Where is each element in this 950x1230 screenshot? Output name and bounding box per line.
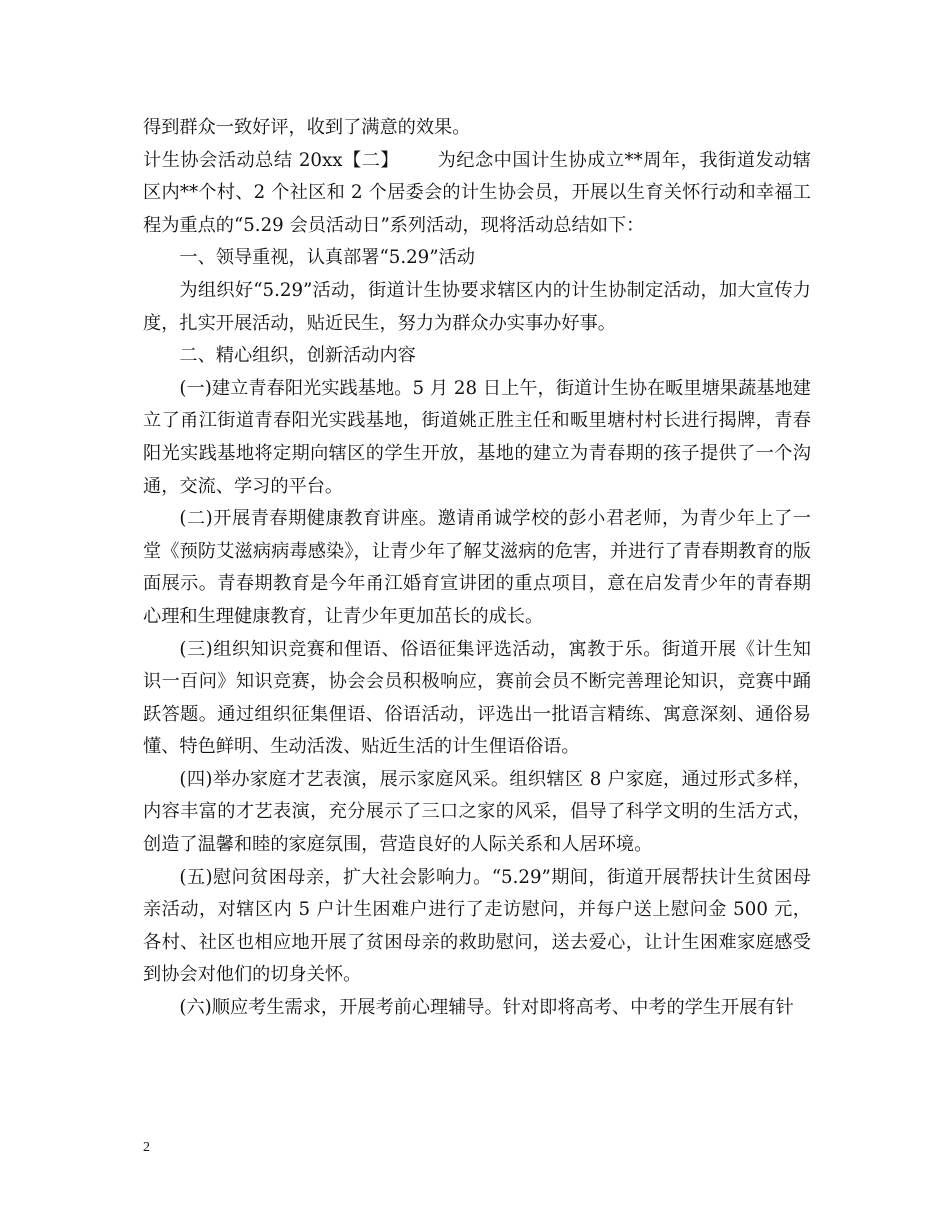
paragraph: (五)慰问贫困母亲，扩大社会影响力。“5.29”期间，街道开展帮扶计生贫困母亲活动，对辖区内 5 户计生困难户进行了走访慰问，并每户送上慰问金 500 元，各村、社区也相应地开展了贫困母亲的救助慰问，送去爱心，让计生困难家庭感受到协会对他们的切身关怀。: [143, 866, 811, 986]
heading-leadership: 一、领导重视，认真部署“5.29”活动: [179, 247, 475, 269]
paragraph: (二)开展青春期健康教育讲座。邀请甬诚学校的彭小君老师，为青少年上了一堂《预防艾滋病病毒感染》，让青少年了解艾滋病的危害，并进行了青春期教育的版面展示。青春期教育是今年甬江婚育宣讲团的重点项目，意在启发青少年的青春期心理和生理健康教育，让青少年更加茁长的成长。: [143, 508, 811, 627]
heading-organization: 二、精心组织，创新活动内容: [179, 345, 416, 367]
paragraph: (四)举办家庭才艺表演，展示家庭风采。组织辖区 8 户家庭，通过形式多样，内容丰富的才艺表演，充分展示了三口之家的风采，倡导了科学文明的生活方式，创造了温馨和睦的家庭氛围，营造良好的人际关系和人居环境。: [143, 768, 811, 856]
paragraph: 得到群众一致好评，收到了满意的效果。: [143, 117, 471, 138]
document-body: [143, 112, 811, 1025]
section-intro-text: 为纪念中国计生协成立**周年，我街道发动辖区内**个村、2 个社区和 2 个居委会的计生协会员，开展以生育关怀行动和幸福工程为重点的“5.29 会员活动日”系列活动，现将活动总结如下：: [143, 149, 811, 236]
page-number: 2: [143, 1140, 150, 1155]
paragraph: 为组织好“5.29”活动，街道计生协要求辖区内的计生协制定活动，加大宣传力度，扎实开展活动，贴近民生，努力为群众办实事办好事。: [143, 279, 811, 334]
section-intro-paragraph: [143, 145, 811, 243]
paragraph: (六)顺应考生需求，开展考前心理辅导。针对即将高考、中考的学生开展有针: [179, 997, 794, 1019]
paragraph: (一)建立青春阳光实践基地。5 月 28 日上午，街道计生协在畈里塘果蔬基地建立了甬江街道青春阳光实践基地，街道姚正胜主任和畈里塘村村长进行揭牌，青春阳光实践基地将定期向辖区的学生开放，基地的建立为青春期的孩子提供了一个沟通，交流、学习的平台。: [143, 377, 811, 497]
section-title: 计生协会活动总结 20xx【二】: [143, 149, 400, 171]
paragraph: (三)组织知识竞赛和俚语、俗语征集评选活动，寓教于乐。街道开展《计生知识一百问》知识竞赛，协会会员积极响应，赛前会员不断完善理论知识，竞赛中踊跃答题。通过组织征集俚语、俗语活动，评选出一批语言精练、寓意深刻、通俗易懂、特色鲜明、生动活泼、贴近生活的计生俚语俗语。: [143, 638, 811, 758]
